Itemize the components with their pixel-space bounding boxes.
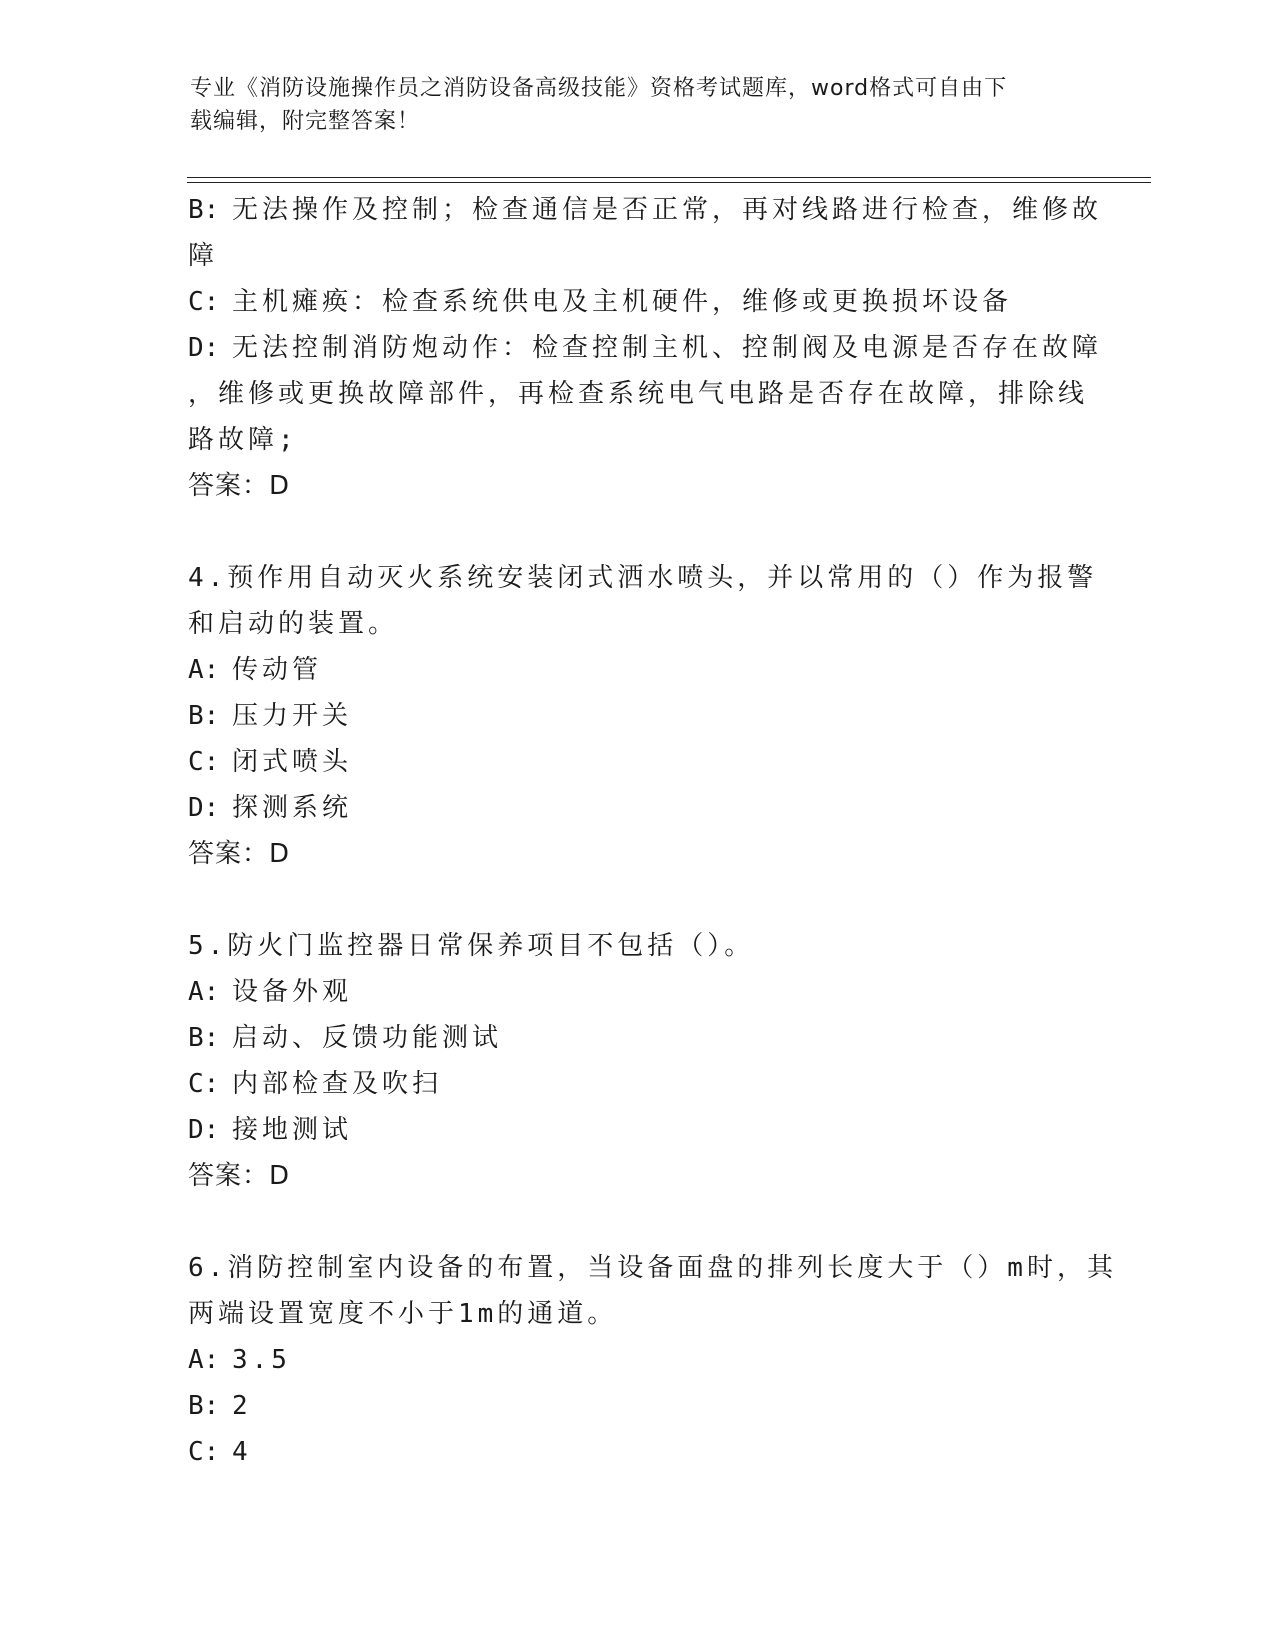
question-stem: 5.防火门监控器日常保养项目不包括（）。 [188, 931, 755, 961]
option-key: C: [188, 1437, 220, 1467]
option-text-continued: 路故障; [188, 425, 298, 455]
option-b [188, 187, 1103, 233]
option-c [188, 1429, 1088, 1475]
option-key: B: [188, 701, 220, 731]
header-divider-top [187, 177, 1151, 178]
option-b [188, 1015, 1088, 1061]
answer: 答案：D [188, 839, 291, 869]
question-4 [188, 555, 1098, 877]
option-key: A: [188, 1345, 220, 1375]
answer: 答案：D [188, 1161, 291, 1191]
option-b [188, 693, 1088, 739]
option-d [188, 1107, 1088, 1153]
option-key: A: [188, 977, 220, 1007]
option-key: B: [188, 1023, 220, 1053]
option-text: 无法控制消防炮动作：检查控制主机、控制阀及电源是否存在故障 [232, 333, 1103, 363]
option-key: B: [188, 1391, 220, 1421]
option-a [188, 1337, 1088, 1383]
option-d [188, 325, 1103, 371]
option-text: 接地测试 [232, 1115, 353, 1145]
option-text: 启动、反馈功能测试 [232, 1023, 503, 1053]
header-line-2: 载编辑，附完整答案！ [190, 109, 421, 134]
option-text: 2 [232, 1391, 252, 1421]
question-3 [188, 187, 1103, 509]
option-text: 压力开关 [232, 701, 353, 731]
answer: 答案：D [188, 471, 291, 501]
option-key: C: [188, 747, 220, 777]
option-key: B: [188, 195, 220, 225]
option-text: 设备外观 [232, 977, 353, 1007]
option-key: C: [188, 287, 220, 317]
option-b [188, 1383, 1088, 1429]
option-text: 无法操作及控制；检查通信是否正常，再对线路进行检查，维修故 [232, 195, 1103, 225]
option-key: D: [188, 333, 220, 363]
option-c [188, 739, 1088, 785]
option-text-continued: ，维修或更换故障部件，再检查系统电气电路是否存在故障，排除线 [188, 379, 1089, 409]
option-c [188, 1061, 1088, 1107]
document-header [190, 72, 1090, 138]
question-list [188, 187, 1117, 1475]
option-text: 闭式喷头 [232, 747, 353, 777]
option-c [188, 279, 1088, 325]
option-a [188, 969, 1088, 1015]
option-text: 主机瘫痪：检查系统供电及主机硬件，维修或更换损坏设备 [232, 287, 1013, 317]
question-stem: 6.消防控制室内设备的布置，当设备面盘的排列长度大于（）m时，其 [188, 1253, 1117, 1283]
header-divider-bottom [187, 182, 1151, 183]
option-key: C: [188, 1069, 220, 1099]
question-5 [188, 923, 1088, 1199]
option-d [188, 785, 1088, 831]
question-stem-continued: 两端设置宽度不小于1m的通道。 [188, 1299, 618, 1329]
option-text: 传动管 [232, 655, 323, 685]
option-key: A: [188, 655, 220, 685]
header-line-1: 专业《消防设施操作员之消防设备高级技能》资格考试题库，word格式可自由下 [190, 76, 1008, 101]
question-6 [188, 1245, 1117, 1475]
question-stem: 4.预作用自动灭火系统安装闭式洒水喷头，并以常用的（）作为报警 [188, 563, 1098, 593]
option-text: 探测系统 [232, 793, 353, 823]
option-text: 4 [232, 1437, 252, 1467]
option-text-continued: 障 [188, 241, 219, 271]
option-text: 内部检查及吹扫 [232, 1069, 443, 1099]
question-stem-continued: 和启动的装置。 [188, 609, 399, 639]
option-text: 3.5 [232, 1345, 291, 1375]
option-key: D: [188, 793, 220, 823]
option-a [188, 647, 1088, 693]
option-key: D: [188, 1115, 220, 1145]
